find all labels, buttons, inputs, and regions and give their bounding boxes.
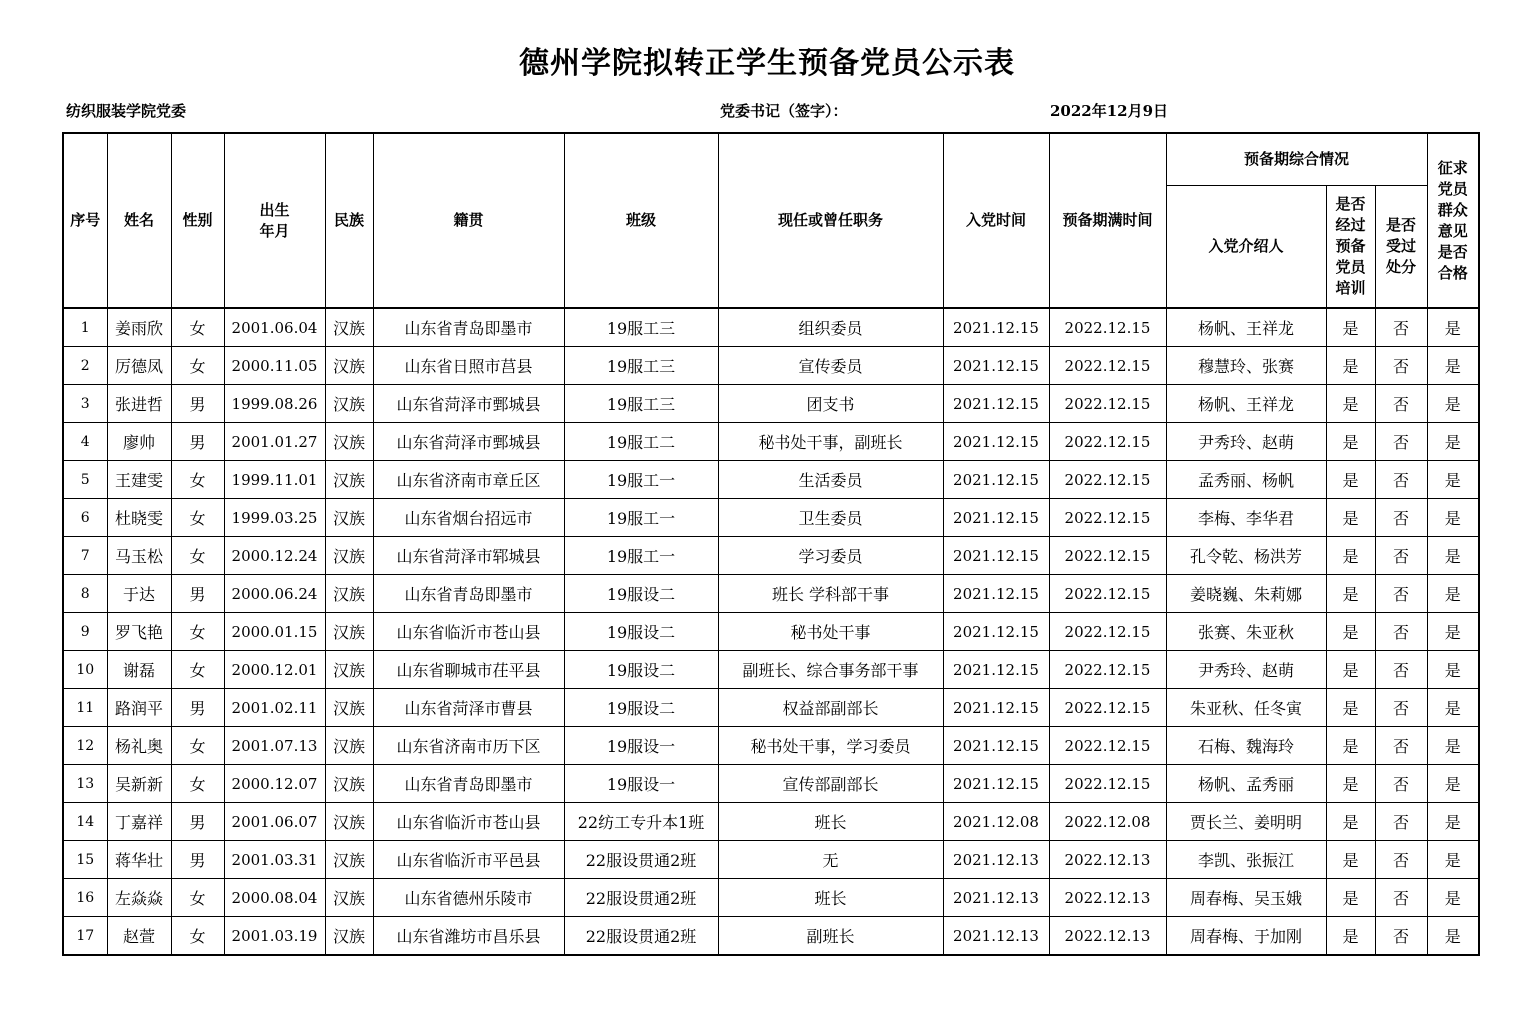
cell-opinion: 是 xyxy=(1427,651,1479,689)
cell-opinion: 是 xyxy=(1427,917,1479,956)
cell-join-date: 2021.12.15 xyxy=(943,461,1049,499)
col-header-full-date: 预备期满时间 xyxy=(1049,133,1166,308)
cell-trained: 是 xyxy=(1326,537,1375,575)
table-row xyxy=(63,689,1479,727)
col-header-birth-line2: 年月 xyxy=(259,221,290,240)
cell-seq: 8 xyxy=(63,575,107,613)
cell-name: 于达 xyxy=(107,575,171,613)
col-header-position: 现任或曾任职务 xyxy=(718,133,943,308)
cell-birth: 2001.01.27 xyxy=(224,423,325,461)
cell-join-date: 2021.12.13 xyxy=(943,841,1049,879)
cell-ethnicity: 汉族 xyxy=(325,537,373,575)
col-header-ethnicity: 民族 xyxy=(325,133,373,308)
cell-gender: 男 xyxy=(171,803,224,841)
cell-full-date: 2022.12.13 xyxy=(1049,879,1166,917)
cell-position: 班长 xyxy=(718,803,943,841)
cell-join-date: 2021.12.08 xyxy=(943,803,1049,841)
cell-trained: 是 xyxy=(1326,613,1375,651)
col-header-name: 姓名 xyxy=(107,133,171,308)
cell-opinion: 是 xyxy=(1427,765,1479,803)
cell-name: 罗飞艳 xyxy=(107,613,171,651)
cell-ethnicity: 汉族 xyxy=(325,879,373,917)
table-row xyxy=(63,537,1479,575)
cell-origin: 山东省青岛即墨市 xyxy=(373,308,564,347)
cell-trained: 是 xyxy=(1326,423,1375,461)
cell-ethnicity: 汉族 xyxy=(325,499,373,537)
cell-name: 蒋华壮 xyxy=(107,841,171,879)
cell-introducers: 尹秀玲、赵萌 xyxy=(1166,423,1326,461)
cell-full-date: 2022.12.15 xyxy=(1049,461,1166,499)
cell-full-date: 2022.12.15 xyxy=(1049,499,1166,537)
cell-birth: 2000.01.15 xyxy=(224,613,325,651)
cell-name: 杨礼奥 xyxy=(107,727,171,765)
cell-class: 19服设二 xyxy=(564,689,718,727)
cell-full-date: 2022.12.15 xyxy=(1049,347,1166,385)
cell-origin: 山东省青岛即墨市 xyxy=(373,765,564,803)
col-header-join-date: 入党时间 xyxy=(943,133,1049,308)
cell-origin: 山东省聊城市茌平县 xyxy=(373,651,564,689)
cell-name: 吴新新 xyxy=(107,765,171,803)
cell-full-date: 2022.12.15 xyxy=(1049,727,1166,765)
cell-seq: 2 xyxy=(63,347,107,385)
cell-birth: 2001.03.19 xyxy=(224,917,325,956)
cell-ethnicity: 汉族 xyxy=(325,423,373,461)
candidates-table xyxy=(62,132,1480,956)
cell-gender: 男 xyxy=(171,423,224,461)
cell-name: 谢磊 xyxy=(107,651,171,689)
cell-name: 厉德凤 xyxy=(107,347,171,385)
cell-class: 19服设二 xyxy=(564,613,718,651)
cell-trained: 是 xyxy=(1326,385,1375,423)
cell-introducers: 杨帆、王祥龙 xyxy=(1166,308,1326,347)
cell-position: 副班长、综合事务部干事 xyxy=(718,651,943,689)
cell-ethnicity: 汉族 xyxy=(325,385,373,423)
cell-gender: 女 xyxy=(171,727,224,765)
cell-position: 秘书处干事，副班长 xyxy=(718,423,943,461)
cell-introducers: 杨帆、王祥龙 xyxy=(1166,385,1326,423)
cell-punished: 否 xyxy=(1375,765,1427,803)
cell-opinion: 是 xyxy=(1427,879,1479,917)
cell-trained: 是 xyxy=(1326,575,1375,613)
cell-join-date: 2021.12.15 xyxy=(943,765,1049,803)
cell-birth: 1999.08.26 xyxy=(224,385,325,423)
cell-gender: 女 xyxy=(171,308,224,347)
col-header-birth-line1: 出生 xyxy=(259,200,290,219)
cell-trained: 是 xyxy=(1326,689,1375,727)
cell-origin: 山东省菏泽市郓城县 xyxy=(373,537,564,575)
cell-ethnicity: 汉族 xyxy=(325,765,373,803)
cell-ethnicity: 汉族 xyxy=(325,917,373,956)
cell-opinion: 是 xyxy=(1427,841,1479,879)
table-row xyxy=(63,461,1479,499)
cell-trained: 是 xyxy=(1326,879,1375,917)
cell-class: 22纺工专升本1班 xyxy=(564,803,718,841)
cell-position: 秘书处干事 xyxy=(718,613,943,651)
cell-class: 19服设一 xyxy=(564,727,718,765)
cell-class: 22服设贯通2班 xyxy=(564,917,718,956)
cell-seq: 5 xyxy=(63,461,107,499)
cell-seq: 14 xyxy=(63,803,107,841)
cell-join-date: 2021.12.15 xyxy=(943,727,1049,765)
cell-origin: 山东省菏泽市鄄城县 xyxy=(373,423,564,461)
cell-position: 学习委员 xyxy=(718,537,943,575)
cell-join-date: 2021.12.13 xyxy=(943,879,1049,917)
cell-origin: 山东省临沂市苍山县 xyxy=(373,613,564,651)
cell-seq: 9 xyxy=(63,613,107,651)
cell-gender: 女 xyxy=(171,879,224,917)
cell-position: 班长 xyxy=(718,879,943,917)
table-row xyxy=(63,651,1479,689)
cell-seq: 16 xyxy=(63,879,107,917)
cell-punished: 否 xyxy=(1375,537,1427,575)
cell-trained: 是 xyxy=(1326,499,1375,537)
cell-gender: 男 xyxy=(171,689,224,727)
cell-seq: 13 xyxy=(63,765,107,803)
cell-trained: 是 xyxy=(1326,727,1375,765)
table-row xyxy=(63,803,1479,841)
cell-join-date: 2021.12.15 xyxy=(943,308,1049,347)
cell-origin: 山东省青岛即墨市 xyxy=(373,575,564,613)
cell-class: 19服工一 xyxy=(564,537,718,575)
cell-trained: 是 xyxy=(1326,803,1375,841)
cell-position: 无 xyxy=(718,841,943,879)
cell-gender: 女 xyxy=(171,613,224,651)
cell-introducers: 周春梅、吴玉娥 xyxy=(1166,879,1326,917)
col-header-class: 班级 xyxy=(564,133,718,308)
cell-position: 班长 学科部干事 xyxy=(718,575,943,613)
cell-opinion: 是 xyxy=(1427,461,1479,499)
cell-birth: 2000.12.07 xyxy=(224,765,325,803)
cell-gender: 女 xyxy=(171,651,224,689)
cell-origin: 山东省日照市莒县 xyxy=(373,347,564,385)
col-header-opinion: 征求党员群众意见是否合格 xyxy=(1427,133,1479,308)
cell-seq: 1 xyxy=(63,308,107,347)
cell-join-date: 2021.12.15 xyxy=(943,689,1049,727)
cell-origin: 山东省济南市章丘区 xyxy=(373,461,564,499)
cell-introducers: 尹秀玲、赵萌 xyxy=(1166,651,1326,689)
cell-join-date: 2021.12.15 xyxy=(943,537,1049,575)
cell-seq: 10 xyxy=(63,651,107,689)
cell-class: 19服设二 xyxy=(564,651,718,689)
cell-trained: 是 xyxy=(1326,651,1375,689)
cell-birth: 2001.06.04 xyxy=(224,308,325,347)
cell-opinion: 是 xyxy=(1427,308,1479,347)
cell-punished: 否 xyxy=(1375,651,1427,689)
secretary-signature-label: 党委书记（签字）： xyxy=(720,102,848,120)
cell-punished: 否 xyxy=(1375,461,1427,499)
cell-class: 19服设一 xyxy=(564,765,718,803)
cell-punished: 否 xyxy=(1375,803,1427,841)
cell-class: 19服工三 xyxy=(564,308,718,347)
cell-ethnicity: 汉族 xyxy=(325,308,373,347)
cell-name: 赵萱 xyxy=(107,917,171,956)
cell-opinion: 是 xyxy=(1427,613,1479,651)
cell-class: 19服工一 xyxy=(564,499,718,537)
cell-punished: 否 xyxy=(1375,347,1427,385)
cell-full-date: 2022.12.15 xyxy=(1049,308,1166,347)
cell-name: 马玉松 xyxy=(107,537,171,575)
cell-birth: 2001.07.13 xyxy=(224,727,325,765)
table-row xyxy=(63,879,1479,917)
cell-trained: 是 xyxy=(1326,347,1375,385)
cell-birth: 2000.06.24 xyxy=(224,575,325,613)
cell-gender: 男 xyxy=(171,841,224,879)
col-header-origin: 籍贯 xyxy=(373,133,564,308)
cell-opinion: 是 xyxy=(1427,347,1479,385)
cell-name: 丁嘉祥 xyxy=(107,803,171,841)
cell-full-date: 2022.12.15 xyxy=(1049,537,1166,575)
cell-punished: 否 xyxy=(1375,308,1427,347)
cell-gender: 女 xyxy=(171,461,224,499)
cell-position: 宣传委员 xyxy=(718,347,943,385)
cell-trained: 是 xyxy=(1326,841,1375,879)
cell-class: 19服设二 xyxy=(564,575,718,613)
cell-opinion: 是 xyxy=(1427,385,1479,423)
cell-birth: 2000.12.24 xyxy=(224,537,325,575)
table-row xyxy=(63,347,1479,385)
cell-introducers: 石梅、魏海玲 xyxy=(1166,727,1326,765)
cell-ethnicity: 汉族 xyxy=(325,613,373,651)
cell-birth: 2000.08.04 xyxy=(224,879,325,917)
table-body xyxy=(63,308,1479,955)
cell-gender: 女 xyxy=(171,765,224,803)
cell-join-date: 2021.12.15 xyxy=(943,613,1049,651)
col-header-seq: 序号 xyxy=(63,133,107,308)
cell-origin: 山东省济南市历下区 xyxy=(373,727,564,765)
cell-punished: 否 xyxy=(1375,727,1427,765)
col-header-introducers: 入党介绍人 xyxy=(1166,186,1326,309)
cell-gender: 男 xyxy=(171,575,224,613)
cell-name: 王建雯 xyxy=(107,461,171,499)
page-title: 德州学院拟转正学生预备党员公示表 xyxy=(519,46,1015,81)
table-row xyxy=(63,575,1479,613)
cell-join-date: 2021.12.15 xyxy=(943,499,1049,537)
cell-full-date: 2022.12.08 xyxy=(1049,803,1166,841)
cell-name: 杜晓雯 xyxy=(107,499,171,537)
cell-join-date: 2021.12.15 xyxy=(943,575,1049,613)
cell-introducers: 孟秀丽、杨帆 xyxy=(1166,461,1326,499)
cell-join-date: 2021.12.15 xyxy=(943,423,1049,461)
cell-introducers: 李凯、张振江 xyxy=(1166,841,1326,879)
cell-punished: 否 xyxy=(1375,613,1427,651)
table-row xyxy=(63,423,1479,461)
cell-birth: 2000.11.05 xyxy=(224,347,325,385)
table-row xyxy=(63,917,1479,956)
cell-full-date: 2022.12.15 xyxy=(1049,613,1166,651)
cell-gender: 女 xyxy=(171,537,224,575)
cell-gender: 女 xyxy=(171,917,224,956)
cell-trained: 是 xyxy=(1326,917,1375,956)
publish-date: 2022年12月9日 xyxy=(1050,102,1169,120)
cell-ethnicity: 汉族 xyxy=(325,841,373,879)
cell-class: 19服工三 xyxy=(564,385,718,423)
cell-full-date: 2022.12.15 xyxy=(1049,689,1166,727)
cell-introducers: 穆慧玲、张赛 xyxy=(1166,347,1326,385)
cell-full-date: 2022.12.15 xyxy=(1049,385,1166,423)
cell-gender: 女 xyxy=(171,499,224,537)
cell-join-date: 2021.12.15 xyxy=(943,651,1049,689)
cell-introducers: 朱亚秋、任冬寅 xyxy=(1166,689,1326,727)
cell-punished: 否 xyxy=(1375,879,1427,917)
table-row xyxy=(63,308,1479,347)
cell-name: 姜雨欣 xyxy=(107,308,171,347)
col-header-group-probation: 预备期综合情况 xyxy=(1166,133,1427,186)
cell-birth: 2000.12.01 xyxy=(224,651,325,689)
cell-class: 19服工三 xyxy=(564,347,718,385)
cell-full-date: 2022.12.13 xyxy=(1049,841,1166,879)
cell-trained: 是 xyxy=(1326,308,1375,347)
cell-ethnicity: 汉族 xyxy=(325,347,373,385)
cell-introducers: 孔令乾、杨洪芳 xyxy=(1166,537,1326,575)
cell-birth: 2001.02.11 xyxy=(224,689,325,727)
cell-trained: 是 xyxy=(1326,461,1375,499)
table-row xyxy=(63,613,1479,651)
cell-introducers: 张赛、朱亚秋 xyxy=(1166,613,1326,651)
cell-name: 路润平 xyxy=(107,689,171,727)
cell-position: 生活委员 xyxy=(718,461,943,499)
cell-birth: 2001.03.31 xyxy=(224,841,325,879)
cell-position: 权益部副部长 xyxy=(718,689,943,727)
cell-full-date: 2022.12.15 xyxy=(1049,651,1166,689)
cell-opinion: 是 xyxy=(1427,689,1479,727)
cell-punished: 否 xyxy=(1375,385,1427,423)
cell-name: 左焱焱 xyxy=(107,879,171,917)
cell-full-date: 2022.12.15 xyxy=(1049,575,1166,613)
cell-origin: 山东省临沂市平邑县 xyxy=(373,841,564,879)
cell-full-date: 2022.12.13 xyxy=(1049,917,1166,956)
cell-ethnicity: 汉族 xyxy=(325,461,373,499)
cell-birth: 1999.11.01 xyxy=(224,461,325,499)
cell-ethnicity: 汉族 xyxy=(325,803,373,841)
cell-seq: 17 xyxy=(63,917,107,956)
cell-opinion: 是 xyxy=(1427,499,1479,537)
cell-class: 22服设贯通2班 xyxy=(564,879,718,917)
cell-seq: 15 xyxy=(63,841,107,879)
cell-seq: 7 xyxy=(63,537,107,575)
cell-position: 卫生委员 xyxy=(718,499,943,537)
cell-punished: 否 xyxy=(1375,917,1427,956)
cell-punished: 否 xyxy=(1375,575,1427,613)
cell-class: 22服设贯通2班 xyxy=(564,841,718,879)
cell-full-date: 2022.12.15 xyxy=(1049,423,1166,461)
table-row xyxy=(63,385,1479,423)
cell-birth: 1999.03.25 xyxy=(224,499,325,537)
cell-join-date: 2021.12.15 xyxy=(943,385,1049,423)
cell-birth: 2001.06.07 xyxy=(224,803,325,841)
cell-origin: 山东省潍坊市昌乐县 xyxy=(373,917,564,956)
table-row xyxy=(63,765,1479,803)
col-header-birth xyxy=(224,133,325,308)
cell-seq: 12 xyxy=(63,727,107,765)
cell-punished: 否 xyxy=(1375,499,1427,537)
cell-name: 张进哲 xyxy=(107,385,171,423)
cell-ethnicity: 汉族 xyxy=(325,727,373,765)
col-header-punished: 是否受过处分 xyxy=(1375,186,1427,309)
cell-opinion: 是 xyxy=(1427,575,1479,613)
cell-introducers: 周春梅、于加刚 xyxy=(1166,917,1326,956)
cell-punished: 否 xyxy=(1375,423,1427,461)
cell-ethnicity: 汉族 xyxy=(325,651,373,689)
cell-introducers: 李梅、李华君 xyxy=(1166,499,1326,537)
cell-seq: 4 xyxy=(63,423,107,461)
cell-opinion: 是 xyxy=(1427,803,1479,841)
cell-class: 19服工二 xyxy=(564,423,718,461)
cell-introducers: 姜晓巍、朱莉娜 xyxy=(1166,575,1326,613)
table-row xyxy=(63,499,1479,537)
cell-trained: 是 xyxy=(1326,765,1375,803)
cell-introducers: 贾长兰、姜明明 xyxy=(1166,803,1326,841)
cell-introducers: 杨帆、孟秀丽 xyxy=(1166,765,1326,803)
cell-position: 组织委员 xyxy=(718,308,943,347)
cell-ethnicity: 汉族 xyxy=(325,575,373,613)
cell-punished: 否 xyxy=(1375,689,1427,727)
unit-label: 纺织服装学院党委 xyxy=(66,102,187,120)
cell-position: 秘书处干事，学习委员 xyxy=(718,727,943,765)
cell-join-date: 2021.12.15 xyxy=(943,347,1049,385)
cell-origin: 山东省德州乐陵市 xyxy=(373,879,564,917)
cell-seq: 6 xyxy=(63,499,107,537)
table-row xyxy=(63,727,1479,765)
cell-join-date: 2021.12.13 xyxy=(943,917,1049,956)
cell-punished: 否 xyxy=(1375,841,1427,879)
cell-opinion: 是 xyxy=(1427,537,1479,575)
cell-position: 宣传部副部长 xyxy=(718,765,943,803)
cell-name: 廖帅 xyxy=(107,423,171,461)
cell-position: 团支书 xyxy=(718,385,943,423)
cell-seq: 11 xyxy=(63,689,107,727)
cell-origin: 山东省菏泽市曹县 xyxy=(373,689,564,727)
cell-position: 副班长 xyxy=(718,917,943,956)
col-header-trained: 是否经过预备党员培训 xyxy=(1326,186,1375,309)
cell-opinion: 是 xyxy=(1427,423,1479,461)
cell-full-date: 2022.12.15 xyxy=(1049,765,1166,803)
cell-ethnicity: 汉族 xyxy=(325,689,373,727)
cell-origin: 山东省菏泽市鄄城县 xyxy=(373,385,564,423)
table-row xyxy=(63,841,1479,879)
col-header-gender: 性别 xyxy=(171,133,224,308)
cell-opinion: 是 xyxy=(1427,727,1479,765)
cell-gender: 女 xyxy=(171,347,224,385)
cell-gender: 男 xyxy=(171,385,224,423)
cell-origin: 山东省临沂市苍山县 xyxy=(373,803,564,841)
cell-class: 19服工一 xyxy=(564,461,718,499)
cell-seq: 3 xyxy=(63,385,107,423)
cell-origin: 山东省烟台招远市 xyxy=(373,499,564,537)
